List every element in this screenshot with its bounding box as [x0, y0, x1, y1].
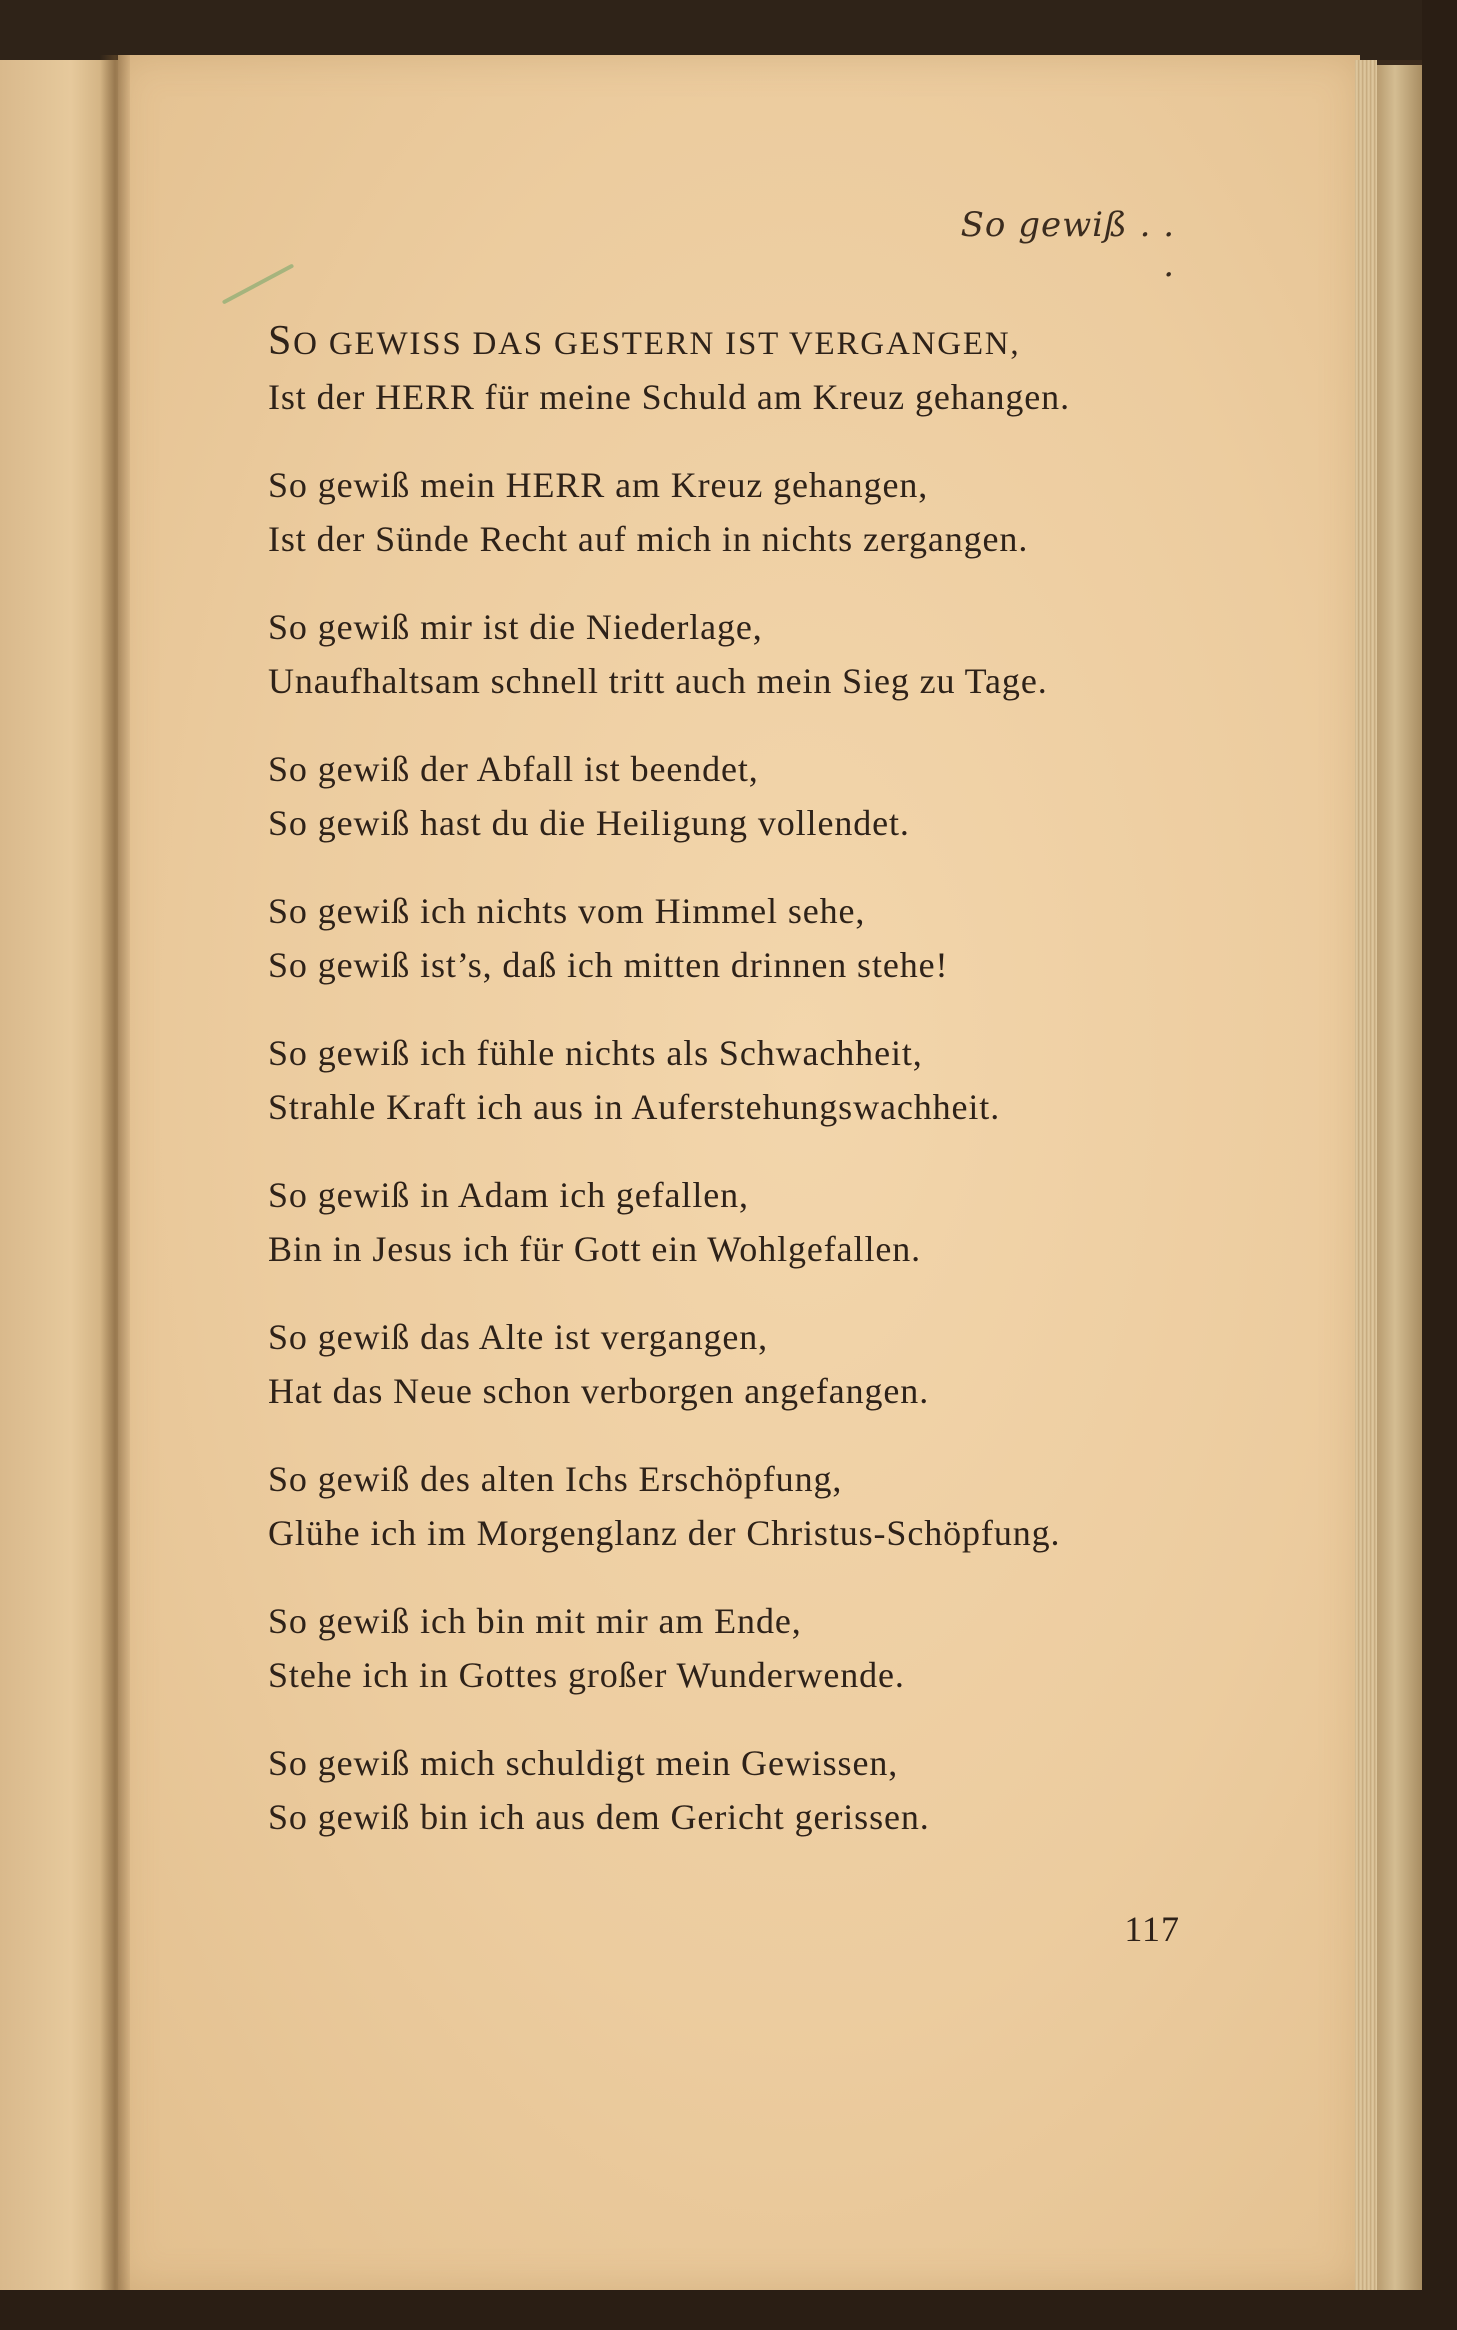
poem-line: So gewiß des alten Ichs Erschöpfung,	[268, 1459, 843, 1499]
poem-line: Glühe ich im Morgenglanz der Christus-Schöpfung.	[268, 1513, 1061, 1553]
stanza-8	[268, 1310, 1308, 1418]
poem-line: So gewiß ich bin mit mir am Ende,	[268, 1601, 802, 1641]
page-number: 117	[1124, 1909, 1180, 1949]
poem-line: So gewiß ich fühle nichts als Schwachheit,	[268, 1033, 923, 1073]
poem	[268, 315, 1308, 1844]
title-rest: O GEWISS DAS GESTERN IST VERGANGEN,	[293, 326, 1021, 362]
poem-line: So gewiß bin ich aus dem Gericht gerissen.	[268, 1797, 930, 1837]
poem-line: So gewiß ich nichts vom Himmel sehe,	[268, 891, 866, 931]
poem-title	[268, 315, 1308, 370]
poem-line: So gewiß mich schuldigt mein Gewissen,	[268, 1743, 899, 1783]
poem-line: Bin in Jesus ich für Gott ein Wohlgefallen.	[268, 1229, 922, 1269]
page-block-edge	[1355, 60, 1377, 2290]
stanza-9	[268, 1452, 1308, 1560]
stanza-3	[268, 600, 1308, 708]
poem-line: Ist der Sünde Recht auf mich in nichts zergangen.	[268, 519, 1029, 559]
poem-line: So gewiß das Alte ist vergangen,	[268, 1317, 769, 1357]
book-cover-edge	[1377, 65, 1422, 2290]
stanza-5	[268, 884, 1308, 992]
background-bottom	[0, 2290, 1457, 2330]
poem-line: Strahle Kraft ich aus in Auferstehungswachheit.	[268, 1087, 1001, 1127]
stanza-4	[268, 742, 1308, 850]
background-top	[0, 0, 1457, 60]
stanza-11	[268, 1736, 1308, 1844]
poem-line: So gewiß ist’s, daß ich mitten drinnen stehe!	[268, 945, 949, 985]
stanza-7	[268, 1168, 1308, 1276]
poem-line: So gewiß in Adam ich gefallen,	[268, 1175, 749, 1215]
running-head: So gewiß . . .	[960, 205, 1175, 285]
poem-line: So gewiß der Abfall ist beendet,	[268, 749, 759, 789]
poem-line: Ist der HERR für meine Schuld am Kreuz gehangen.	[268, 377, 1070, 417]
background-right	[1422, 0, 1457, 2330]
title-initial: S	[268, 318, 294, 364]
poem-line: So gewiß mir ist die Niederlage,	[268, 607, 763, 647]
stanza-6	[268, 1026, 1308, 1134]
book-gutter	[100, 55, 130, 2295]
stanza-2	[268, 458, 1308, 566]
poem-line: So gewiß hast du die Heiligung vollendet.	[268, 803, 910, 843]
stanza-10	[268, 1594, 1308, 1702]
stanza-1	[268, 315, 1308, 424]
poem-line: Unaufhaltsam schnell tritt auch mein Sieg zu Tage.	[268, 661, 1048, 701]
poem-line: Stehe ich in Gottes großer Wunderwende.	[268, 1655, 905, 1695]
poem-line: Hat das Neue schon verborgen angefangen.	[268, 1371, 930, 1411]
poem-line: So gewiß mein HERR am Kreuz gehangen,	[268, 465, 929, 505]
